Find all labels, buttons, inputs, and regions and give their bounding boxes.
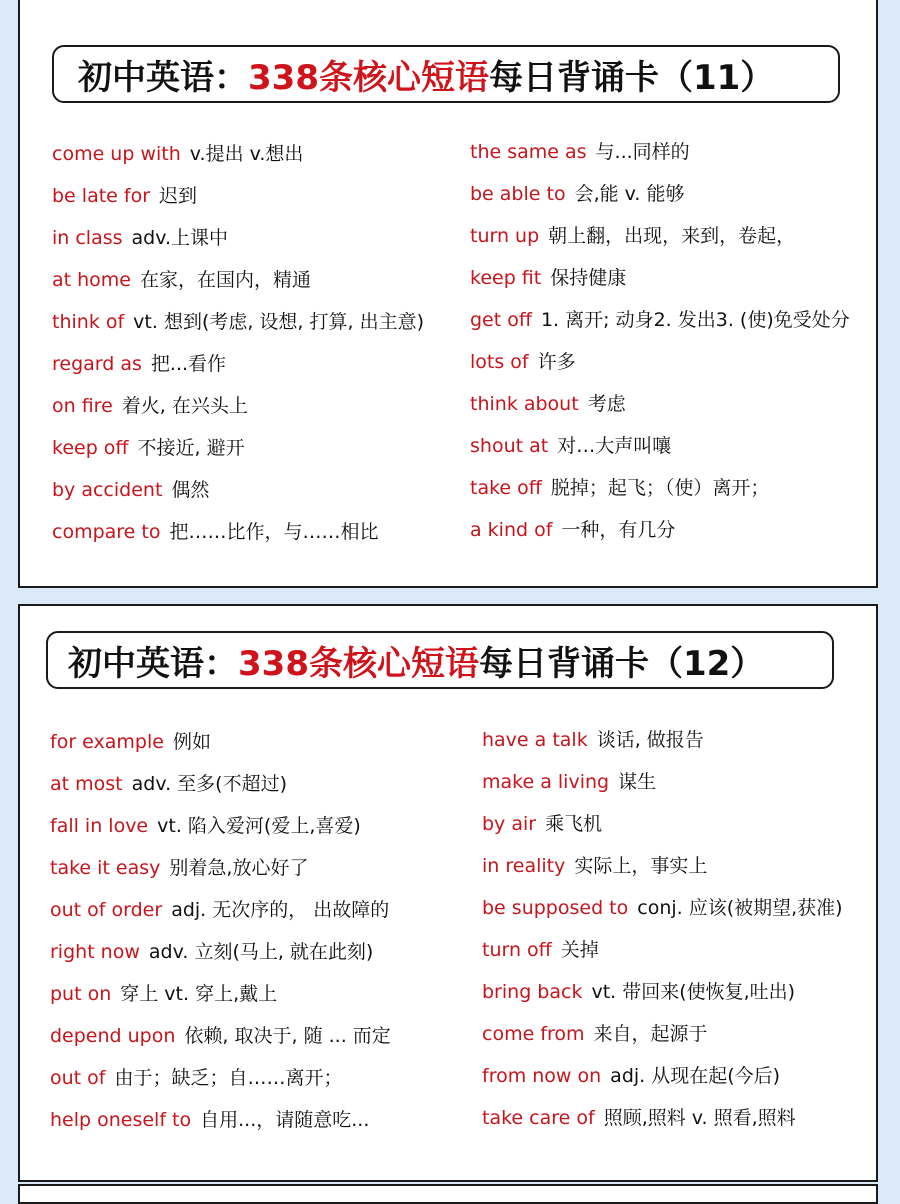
phrase-row [52,223,228,253]
phrase-chinese: 一种，有几分 [561,519,676,541]
phrase-english: turn up [470,225,540,247]
phrase-row [52,517,379,547]
phrase-row [482,1061,780,1091]
card-title [52,45,840,103]
phrase-english: put on [50,983,112,1005]
title-highlight: 338条核心短语 [248,57,489,98]
phrase-english: regard as [52,353,142,375]
phrase-row [52,475,209,505]
phrase-chinese: 考虑 [587,393,626,415]
phrase-chinese: 关掉 [560,939,599,961]
title-highlight: 338条核心短语 [238,643,479,684]
phrase-row [50,853,308,883]
phrase-row [470,221,795,251]
phrase-english: think about [470,393,579,415]
phrase-chinese: 把...看作 [150,353,227,375]
phrase-row [470,473,769,503]
title-suffix: 每日背诵卡（11） [488,57,775,98]
phrase-row [470,515,675,545]
phrase-english: take it easy [50,857,161,879]
phrase-row [470,347,576,377]
phrase-row [50,811,361,841]
phrase-chinese: 自用...，请随意吃... [200,1109,370,1131]
phrase-english: keep fit [470,267,542,289]
phrase-chinese: 保持健康 [550,267,627,289]
phrase-row [482,935,599,965]
phrase-row [482,809,602,839]
card-title [46,631,834,689]
phrase-english: lots of [470,351,529,373]
phrase-chinese: 依赖, 取决于, 随 ... 而定 [184,1025,391,1047]
phrase-chinese: vt. 带回来(使恢复,吐出) [591,981,796,1003]
phrase-english: compare to [52,521,161,543]
phrase-english: come up with [52,143,181,165]
title-prefix: 初中英语： [68,643,238,684]
phrase-chinese: v.提出 v.想出 [189,143,304,165]
phrase-row [52,391,248,421]
phrase-row [52,181,197,211]
phrase-chinese: 许多 [537,351,576,373]
phrase-english: help oneself to [50,1109,192,1131]
phrase-chinese: 来自，起源于 [593,1023,708,1045]
phrase-chinese: adv.上课中 [131,227,229,249]
phrase-chinese: 实际上，事实上 [574,855,708,877]
phrase-english: at most [50,773,123,795]
phrase-row [52,307,424,337]
flashcard-12 [18,604,878,1182]
phrase-row [482,1019,708,1049]
phrase-chinese: 脱掉；起飞；（使）离开； [550,477,770,499]
phrase-row [52,265,311,295]
phrase-english: keep off [52,437,129,459]
phrase-chinese: 在家，在国内，精通 [140,269,312,291]
next-card-edge [18,1184,878,1204]
phrase-chinese: 着火, 在兴头上 [121,395,248,417]
phrase-chinese: 与...同样的 [595,141,690,163]
phrase-chinese: adv. 至多(不超过) [131,773,288,795]
phrase-english: a kind of [470,519,553,541]
phrase-english: take care of [482,1107,595,1129]
phrase-row [470,431,671,461]
phrase-english: come from [482,1023,585,1045]
phrase-english: fall in love [50,815,149,837]
phrase-row [482,893,843,923]
phrase-english: depend upon [50,1025,176,1047]
phrase-row [52,139,303,169]
phrase-row [50,937,373,967]
phrase-chinese: 会,能 v. 能够 [574,183,685,205]
phrase-english: at home [52,269,131,291]
title-prefix: 初中英语： [78,57,248,98]
phrase-english: by accident [52,479,163,501]
phrase-english: think of [52,311,125,333]
title-suffix: 每日背诵卡（12） [478,643,765,684]
phrase-english: out of order [50,899,163,921]
phrase-row [470,305,850,335]
phrase-chinese: adj. 无次序的， 出故障的 [171,899,390,921]
phrase-chinese: 别着急,放心好了 [169,857,309,879]
phrase-english: by air [482,813,537,835]
phrase-row [52,349,226,379]
phrase-row [482,767,656,797]
phrase-chinese: 偶然 [171,479,210,501]
phrase-row [482,1103,796,1133]
phrase-chinese: vt. 想到(考虑, 设想, 打算, 出主意) [133,311,425,333]
phrase-chinese: 朝上翻，出现，来到，卷起， [548,225,796,247]
phrase-row [470,389,626,419]
phrase-chinese: 谈话, 做报告 [596,729,704,751]
phrase-english: be able to [470,183,566,205]
phrase-chinese: 不接近, 避开 [137,437,245,459]
phrase-english: take off [470,477,542,499]
phrase-row [50,1063,343,1093]
phrase-english: on fire [52,395,113,417]
phrase-chinese: 把……比作，与……相比 [169,521,379,543]
phrase-chinese: 对…大声叫嚷 [557,435,672,457]
phrase-chinese: 例如 [172,731,211,753]
phrase-row [470,179,685,209]
phrase-english: the same as [470,141,587,163]
phrase-row [482,851,707,881]
phrase-english: in reality [482,855,566,877]
phrase-row [482,725,704,755]
phrase-english: shout at [470,435,549,457]
phrase-row [50,727,211,757]
phrase-chinese: 穿上 vt. 穿上,戴上 [120,983,278,1005]
flashcard-11 [18,0,878,588]
phrase-row [50,1021,391,1051]
phrase-chinese: adj. 从现在起(今后) [610,1065,781,1087]
phrase-row [50,895,389,925]
phrase-chinese: 迟到 [159,185,198,207]
phrase-english: right now [50,941,140,963]
phrase-english: have a talk [482,729,588,751]
phrase-chinese: 乘飞机 [545,813,603,835]
phrase-chinese: 1. 离开; 动身2. 发出3. (使)免受处分 [540,309,850,331]
phrase-chinese: 照顾,照料 v. 照看,照料 [603,1107,796,1129]
phrase-row [470,137,690,167]
phrase-english: out of [50,1067,106,1089]
phrase-english: turn off [482,939,552,961]
phrase-english: get off [470,309,532,331]
phrase-row [50,1105,369,1135]
phrase-english: bring back [482,981,583,1003]
phrase-chinese: conj. 应该(被期望,获准) [637,897,843,919]
phrase-chinese: 谋生 [618,771,657,793]
phrase-chinese: adv. 立刻(马上, 就在此刻) [148,941,374,963]
phrase-row [50,979,277,1009]
phrase-english: for example [50,731,164,753]
phrase-chinese: 由于；缺乏；自……离开； [114,1067,343,1089]
phrase-english: make a living [482,771,610,793]
phrase-english: in class [52,227,123,249]
phrase-row [470,263,626,293]
phrase-chinese: vt. 陷入爱河(爱上,喜爱) [157,815,361,837]
phrase-english: from now on [482,1065,602,1087]
phrase-row [50,769,287,799]
phrase-english: be late for [52,185,151,207]
phrase-row [52,433,245,463]
phrase-english: be supposed to [482,897,629,919]
phrase-row [482,977,795,1007]
